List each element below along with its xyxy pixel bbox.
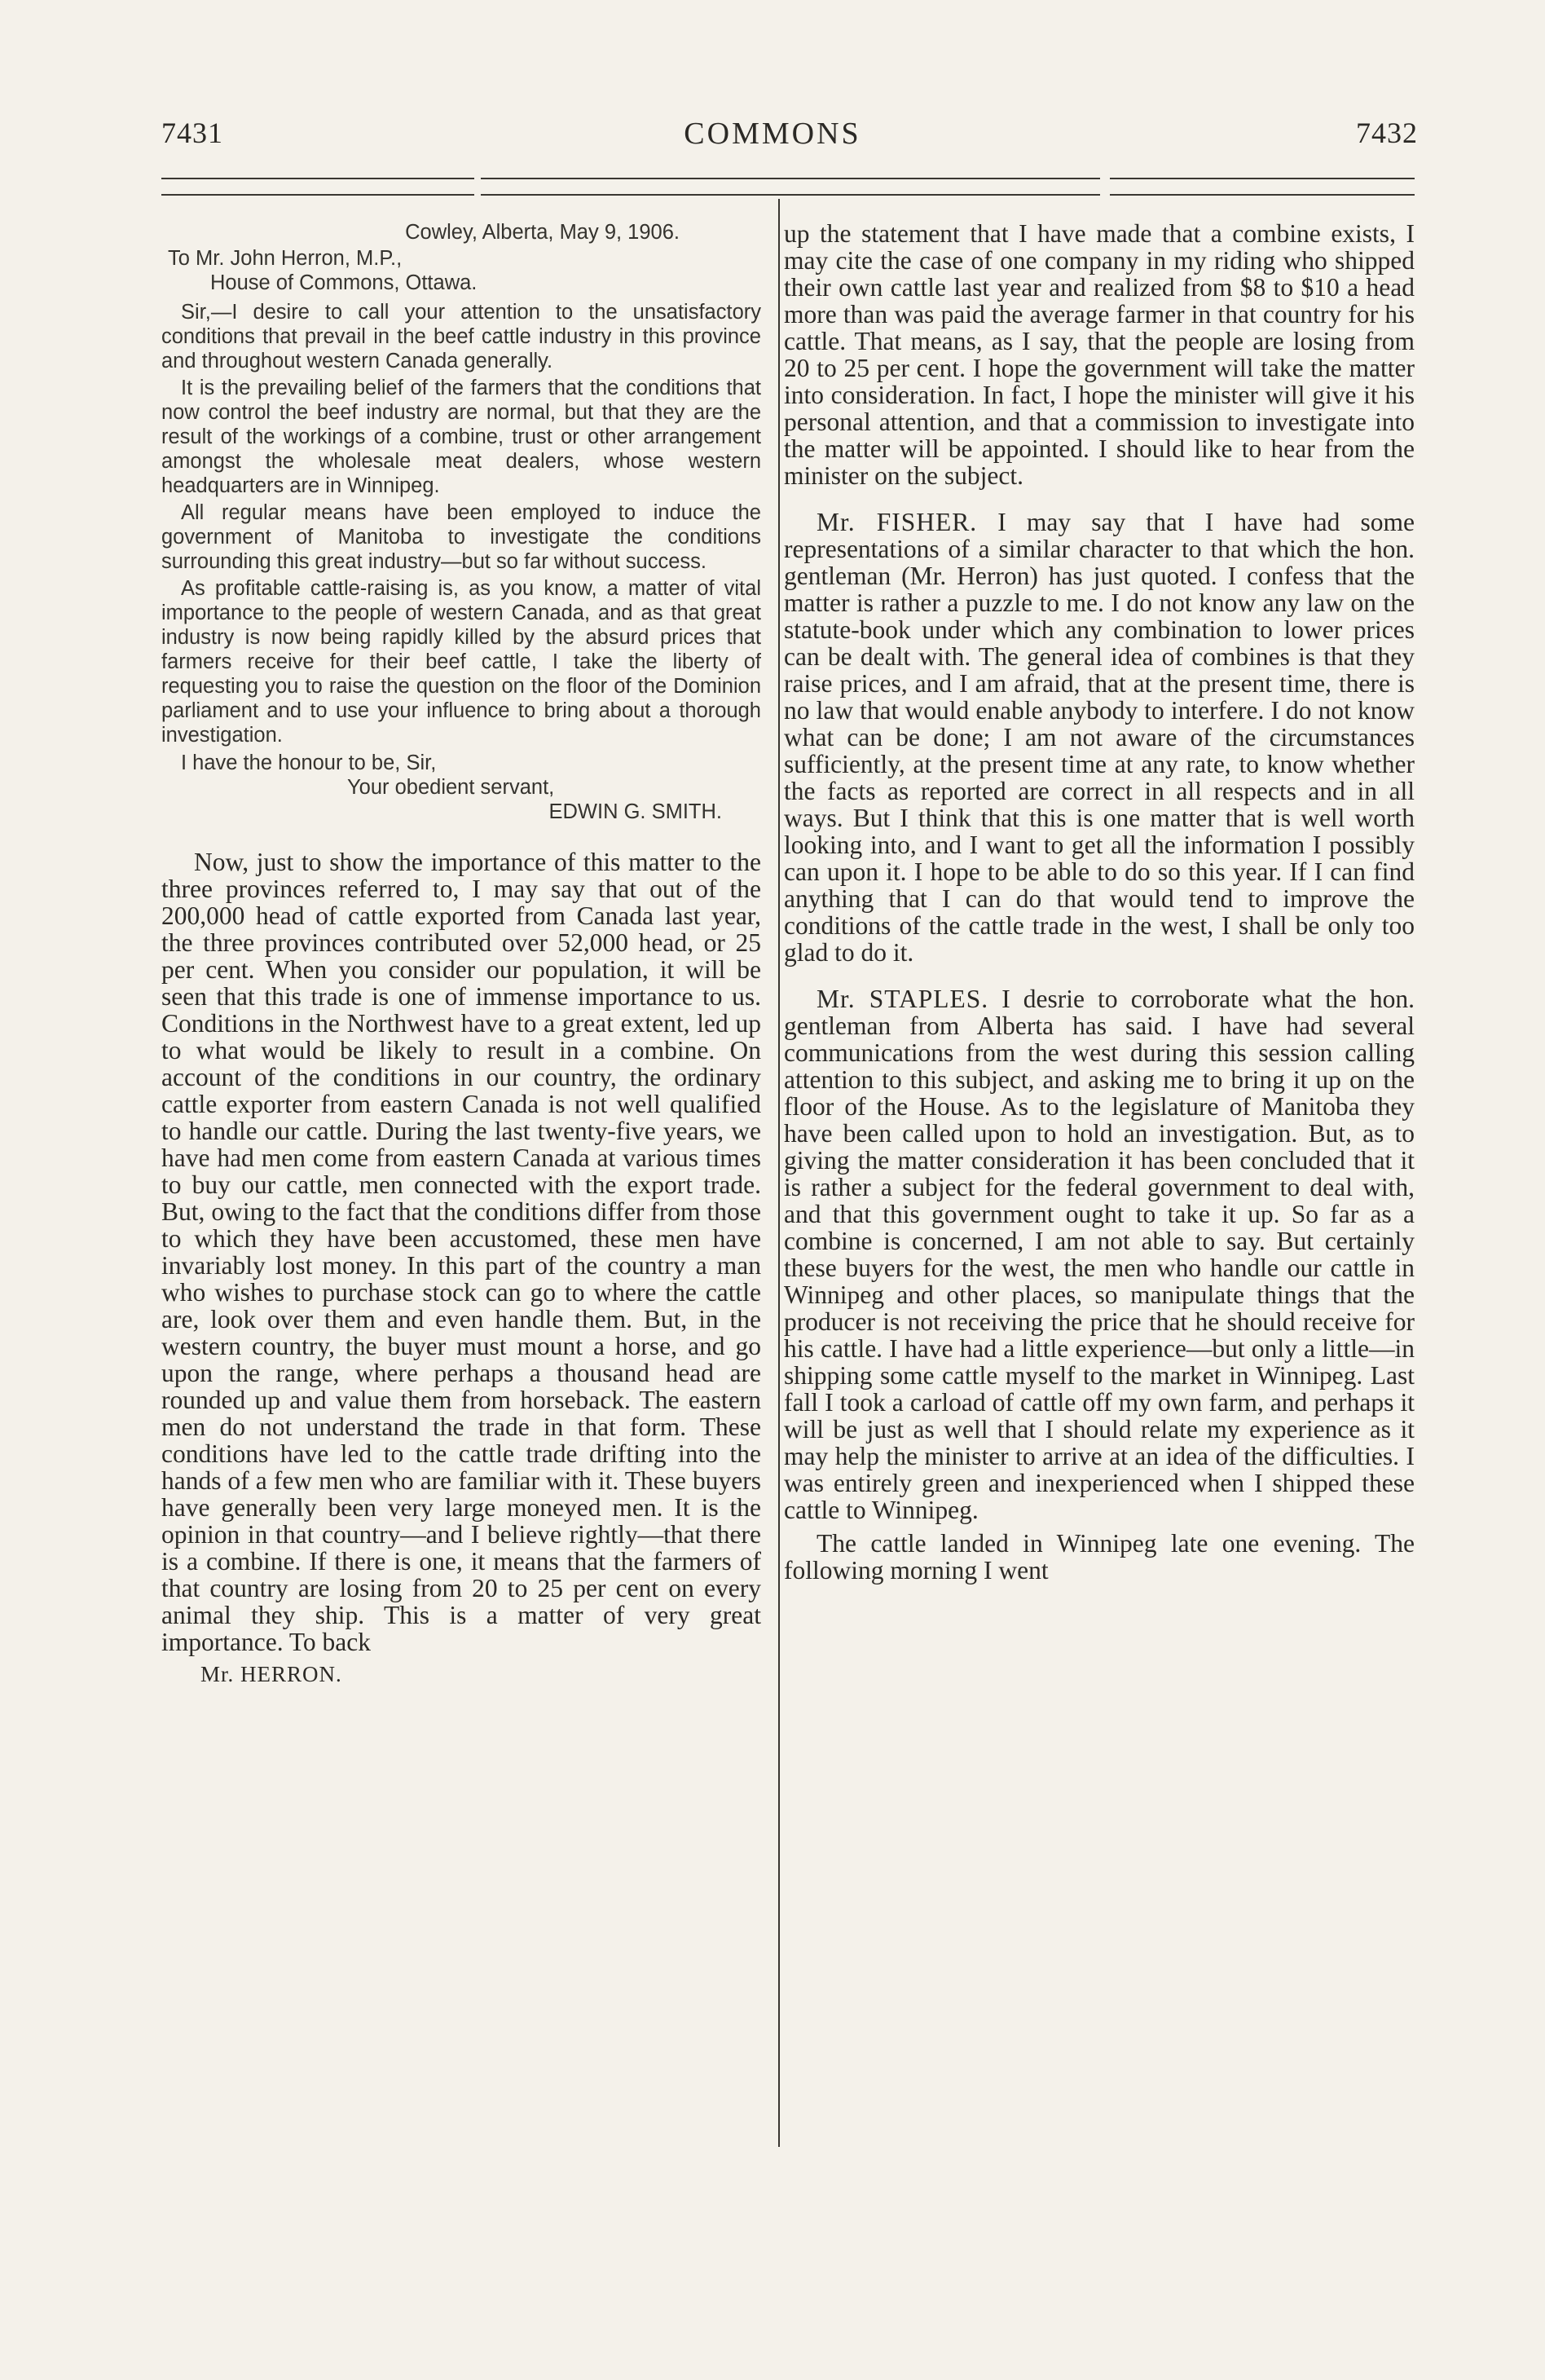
speech-text: I desrie to corroborate what the hon. gentleman from Alberta has said. I have had several communications from the west during this session calling attention to this subject, and asking me to bring it up on the floor of the House. As to the legislature of Manitoba they have been called upon to hold an investigation. But, as to giving the matter consideration it has been concluded that it is rather a subject for the federal government to deal with, and that this government ought to take it up. So far as a combine is concerned, I am not able to say. But certainly these buyers for the west, the men who handle our cattle in Winnipeg and other places, so manipulate things that the producer is not receiving the price that he should receive for his cattle. I have had a little experience—but only a little—in shipping some cattle myself to the market in Winnipeg. Last fall I took a carload of cattle off my own farm, and perhaps it will be just as well that I should relate my experience as it may help the minister to arrive at an idea of the difficulties. I was entirely green and inexperienced when I shipped these cattle to Winnipeg.	[784, 985, 1415, 1524]
letter-servant-line: Your obedient servant,	[347, 776, 555, 799]
right-column	[784, 220, 1415, 1584]
letter-paragraph: As profitable cattle-raising is, as you know, a matter of vital importance to the people of western Canada, and as that great industry is now being rapidly killed by the absurd prices that farmers receive for their beef cattle, I take the liberty of requesting you to raise the question on the floor of the Dominion parliament and to use your influence to bring about a thorough investigation.	[161, 577, 761, 747]
speech-herron: Now, just to show the importance of this matter to the three provinces referred to, I may say that out of the 200,000 head of cattle exported from Canada last year, the three provinces contributed over 52,000 head, or 25 per cent. When you consider our population, it will be seen that this trade is one of immense importance to us. Conditions in the Northwest have to a great extent, led up to what would be likely to result in a combine. On account of the conditions in our country, the ordinary cattle exporter from eastern Canada is not well qualified to handle our cattle. During the last twenty-five years, we have had men come from eastern Canada at various times to buy our cattle, men connected with the export trade. But, owing to the fact that the conditions differ from those to which they have been accustomed, these men have invariably lost money. In this part of the country a man who wishes to purchase stock can go to where the cattle are, look over them and even handle them. But, in the western country, the buyer must mount a horse, and go upon the range, where perhaps a thousand head are rounded up and value them from horseback. The eastern men do not understand the trade in that form. These conditions have led to the cattle trade drifting into the hands of a few men who are familiar with it. These buyers have generally been very large moneyed men. It is the opinion in that country—and I believe rightly—that there is a combine. If there is one, it means that the farmers of that country are losing from 20 to 25 per cent on every animal they ship. This is a matter of very great importance. To back	[161, 848, 761, 1656]
letter-recipient: To Mr. John Herron, M.P.,	[168, 247, 403, 270]
column-divider	[778, 199, 780, 2147]
letter-dateline: Cowley, Alberta, May 9, 1906.	[405, 221, 680, 244]
page-number-right: 7432	[1356, 117, 1418, 149]
page-number-left: 7431	[161, 117, 223, 149]
running-head: COMMONS	[684, 117, 861, 151]
letter-paragraph: It is the prevailing belief of the farmers that the conditions that now control the beef industry are normal, but that they are the result of the workings of a combine, trust or other arrangement amongst the wholesale meat dealers, whose western headquarters are in Winnipeg.	[161, 377, 761, 497]
speech-continued: up the statement that I have made that a combine exists, I may cite the case of one company in my riding who shipped their own cattle last year and realized from $8 to $10 a head more than was paid the average farmer in that country for his cattle. That means, as I say, that the people are losing from 20 to 25 per cent. I hope the government will take the matter into consideration. In fact, I hope the minister will give it his personal attention, and that a commission to investigate into the matter will be appointed. I should like to hear from the minister on the subject.	[784, 219, 1415, 490]
letter-signature: EDWIN G. SMITH.	[548, 800, 722, 823]
speech-paragraph: The cattle landed in Winnipeg late one evening. The following morning I went	[784, 1529, 1415, 1584]
letter-paragraph: All regular means have been employed to induce the government of Manitoba to investigate the conditions surrounding this great industry—but so far without success.	[161, 501, 761, 573]
left-column	[161, 220, 761, 1687]
speech-fisher	[784, 509, 1415, 966]
speaker-name: Mr. STAPLES.	[817, 985, 989, 1013]
header-rule-left	[161, 178, 474, 196]
header-rule-right	[1110, 178, 1415, 196]
quoted-letter	[161, 220, 761, 824]
letter-paragraph: Sir,—I desire to call your attention to the unsatisfactory conditions that prevail in the beef cattle industry in this province and throughout western Canada generally.	[161, 301, 761, 372]
letter-address: House of Commons, Ottawa.	[210, 271, 478, 294]
header-rule-middle	[481, 178, 1100, 196]
speech-text: I may say that I have had some representations of a similar character to that which the hon. gentleman (Mr. Herron) has just quoted. I confess that the matter is rather a puzzle to me. I do not know any law on the statute-book under which any combination to lower prices can be dealt with. The general idea of combines is that they raise prices, and I am afraid, that at the present time, there is no law that would enable anybody to interfere. I do not know what can be done; I am not aware of the circumstances sufficiently, at the present time at any rate, to know whether the facts as reported are correct in all respects and in all ways. But I think that this is one matter that is well worth looking into, and I want to get all the information I possibly can upon it. I hope to be able to do so this year. If I can find anything that I can do that would tend to improve the conditions of the cattle trade in the west, I shall be only too glad to do it.	[784, 508, 1415, 967]
speech-staples	[784, 985, 1415, 1523]
letter-closing: I have the honour to be, Sir,	[181, 751, 437, 774]
margin-speaker-note: Mr. HERRON.	[200, 1662, 342, 1686]
speaker-name: Mr. FISHER.	[817, 508, 978, 536]
